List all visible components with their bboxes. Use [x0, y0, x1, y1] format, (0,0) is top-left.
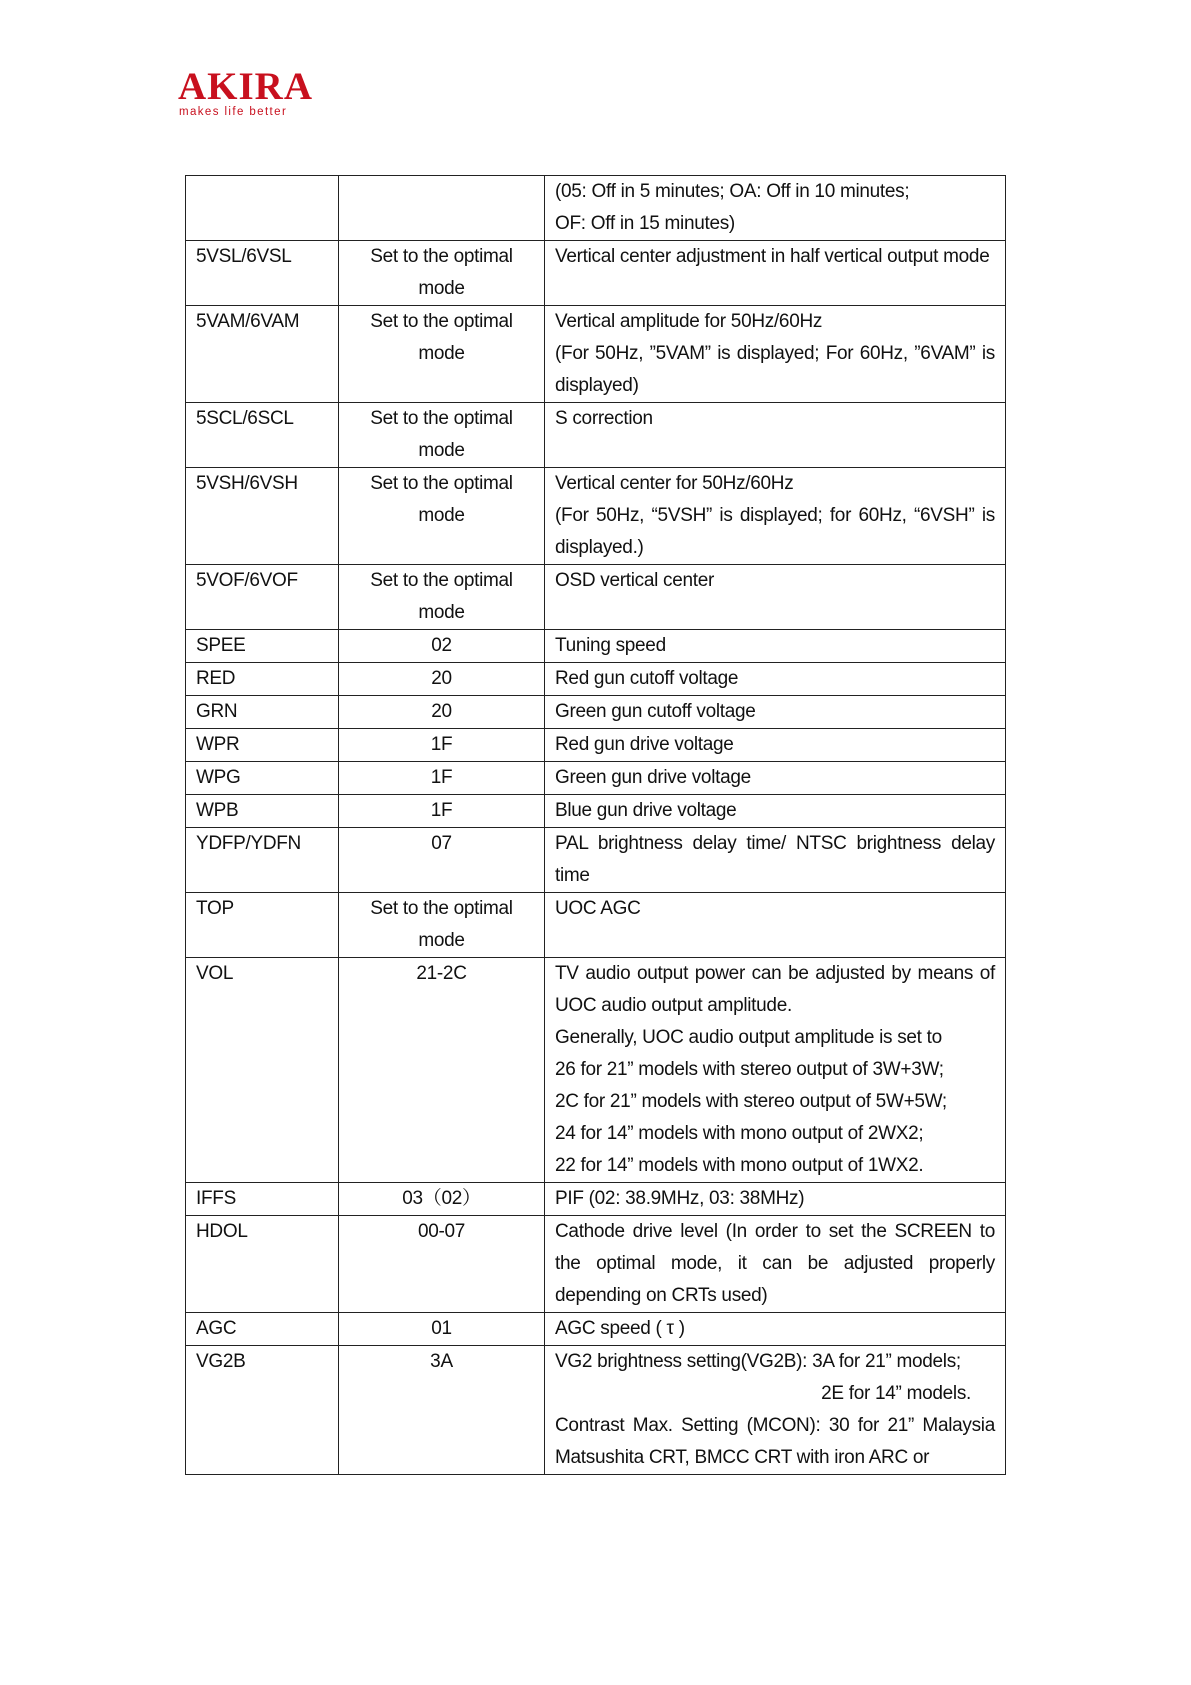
- param-value: 20: [339, 663, 545, 696]
- table-row: [186, 663, 1006, 696]
- param-value: [339, 176, 545, 241]
- param-value: Set to the optimal mode: [339, 403, 545, 468]
- param-value: Set to the optimal mode: [339, 893, 545, 958]
- table-row: [186, 176, 1006, 241]
- param-value: 20: [339, 696, 545, 729]
- param-code: 5SCL/6SCL: [186, 403, 339, 468]
- param-description: Green gun drive voltage: [545, 762, 1006, 795]
- param-code: TOP: [186, 893, 339, 958]
- param-value: 07: [339, 828, 545, 893]
- param-code: SPEE: [186, 630, 339, 663]
- param-description: AGC speed ( τ ): [545, 1313, 1006, 1346]
- param-description: [545, 176, 1006, 241]
- param-description: Blue gun drive voltage: [545, 795, 1006, 828]
- desc-line: VG2 brightness setting(VG2B): 3A for 21” models;: [555, 1351, 961, 1372]
- param-description: Green gun cutoff voltage: [545, 696, 1006, 729]
- parameter-table: [185, 175, 1006, 1475]
- param-description: [545, 468, 1006, 565]
- param-value: 21-2C: [339, 958, 545, 1183]
- param-value: 1F: [339, 762, 545, 795]
- desc-line: 22 for 14” models with mono output of 1WX2.: [555, 1155, 924, 1176]
- param-code: VOL: [186, 958, 339, 1183]
- table-row: [186, 1183, 1006, 1216]
- param-code: VG2B: [186, 1346, 339, 1475]
- param-code: 5VAM/6VAM: [186, 306, 339, 403]
- param-value: Set to the optimal mode: [339, 565, 545, 630]
- table-row: [186, 828, 1006, 893]
- table-row: [186, 565, 1006, 630]
- logo-tagline: makes life better: [179, 106, 288, 118]
- param-value: 1F: [339, 795, 545, 828]
- param-description: S correction: [545, 403, 1006, 468]
- akira-logo: [178, 65, 328, 118]
- param-code: 5VSH/6VSH: [186, 468, 339, 565]
- table-row: [186, 729, 1006, 762]
- param-value: 01: [339, 1313, 545, 1346]
- param-value: 3A: [339, 1346, 545, 1475]
- param-description: Vertical center adjustment in half vertical output mode: [545, 241, 1006, 306]
- desc-line: Vertical center for 50Hz/60Hz: [555, 473, 794, 494]
- param-value: Set to the optimal mode: [339, 306, 545, 403]
- table-row: [186, 795, 1006, 828]
- table-row: [186, 1346, 1006, 1475]
- table-row: [186, 1313, 1006, 1346]
- param-description: Red gun cutoff voltage: [545, 663, 1006, 696]
- param-code: HDOL: [186, 1216, 339, 1313]
- desc-line: 26 for 21” models with stereo output of 3W+3W;: [555, 1059, 944, 1080]
- desc-line: (05: Off in 5 minutes; OA: Off in 10 minutes;: [555, 181, 910, 202]
- param-code: RED: [186, 663, 339, 696]
- desc-line: 24 for 14” models with mono output of 2WX2;: [555, 1123, 924, 1144]
- param-description: OSD vertical center: [545, 565, 1006, 630]
- table-row: [186, 403, 1006, 468]
- table-row: [186, 468, 1006, 565]
- param-code: WPB: [186, 795, 339, 828]
- param-description: [545, 1346, 1006, 1475]
- table-row: [186, 958, 1006, 1183]
- table-row: [186, 893, 1006, 958]
- desc-line: 2C for 21” models with stereo output of 5W+5W;: [555, 1091, 947, 1112]
- param-description: Red gun drive voltage: [545, 729, 1006, 762]
- param-code: WPR: [186, 729, 339, 762]
- param-value: Set to the optimal mode: [339, 241, 545, 306]
- param-value: 1F: [339, 729, 545, 762]
- desc-line: OF: Off in 15 minutes): [555, 213, 735, 234]
- param-code: [186, 176, 339, 241]
- table-row: [186, 696, 1006, 729]
- param-code: AGC: [186, 1313, 339, 1346]
- desc-line: 2E for 14” models.: [821, 1383, 971, 1404]
- param-code: GRN: [186, 696, 339, 729]
- param-description: [545, 958, 1006, 1183]
- table-row: [186, 1216, 1006, 1313]
- param-description: PAL brightness delay time/ NTSC brightness delay time: [545, 828, 1006, 893]
- desc-line: Vertical amplitude for 50Hz/60Hz: [555, 311, 823, 332]
- desc-line: (For 50Hz, ”5VAM” is displayed; For 60Hz, ”6VAM” is displayed): [555, 343, 995, 396]
- param-code: 5VOF/6VOF: [186, 565, 339, 630]
- logo-brand: AKIRA: [178, 65, 314, 108]
- param-value: Set to the optimal mode: [339, 468, 545, 565]
- param-description: Tuning speed: [545, 630, 1006, 663]
- param-code: WPG: [186, 762, 339, 795]
- param-description: PIF (02: 38.9MHz, 03: 38MHz): [545, 1183, 1006, 1216]
- desc-line: TV audio output power can be adjusted by means of UOC audio output amplitude.: [555, 963, 995, 1016]
- param-code: YDFP/YDFN: [186, 828, 339, 893]
- table-row: [186, 241, 1006, 306]
- param-value: 03（02）: [339, 1183, 545, 1216]
- table-row: [186, 630, 1006, 663]
- desc-line: Contrast Max. Setting (MCON): 30 for 21” Malaysia Matsushita CRT, BMCC CRT with iron ARC or: [555, 1415, 995, 1468]
- desc-line: Generally, UOC audio output amplitude is set to: [555, 1027, 942, 1048]
- table-row: [186, 762, 1006, 795]
- desc-line: (For 50Hz, “5VSH” is displayed; for 60Hz, “6VSH” is displayed.): [555, 505, 995, 558]
- param-code: 5VSL/6VSL: [186, 241, 339, 306]
- param-value: 00-07: [339, 1216, 545, 1313]
- param-value: 02: [339, 630, 545, 663]
- param-description: UOC AGC: [545, 893, 1006, 958]
- param-description: Cathode drive level (In order to set the SCREEN to the optimal mode, it can be adjusted properly depending on CRTs used): [545, 1216, 1006, 1313]
- param-description: [545, 306, 1006, 403]
- param-code: IFFS: [186, 1183, 339, 1216]
- table-row: [186, 306, 1006, 403]
